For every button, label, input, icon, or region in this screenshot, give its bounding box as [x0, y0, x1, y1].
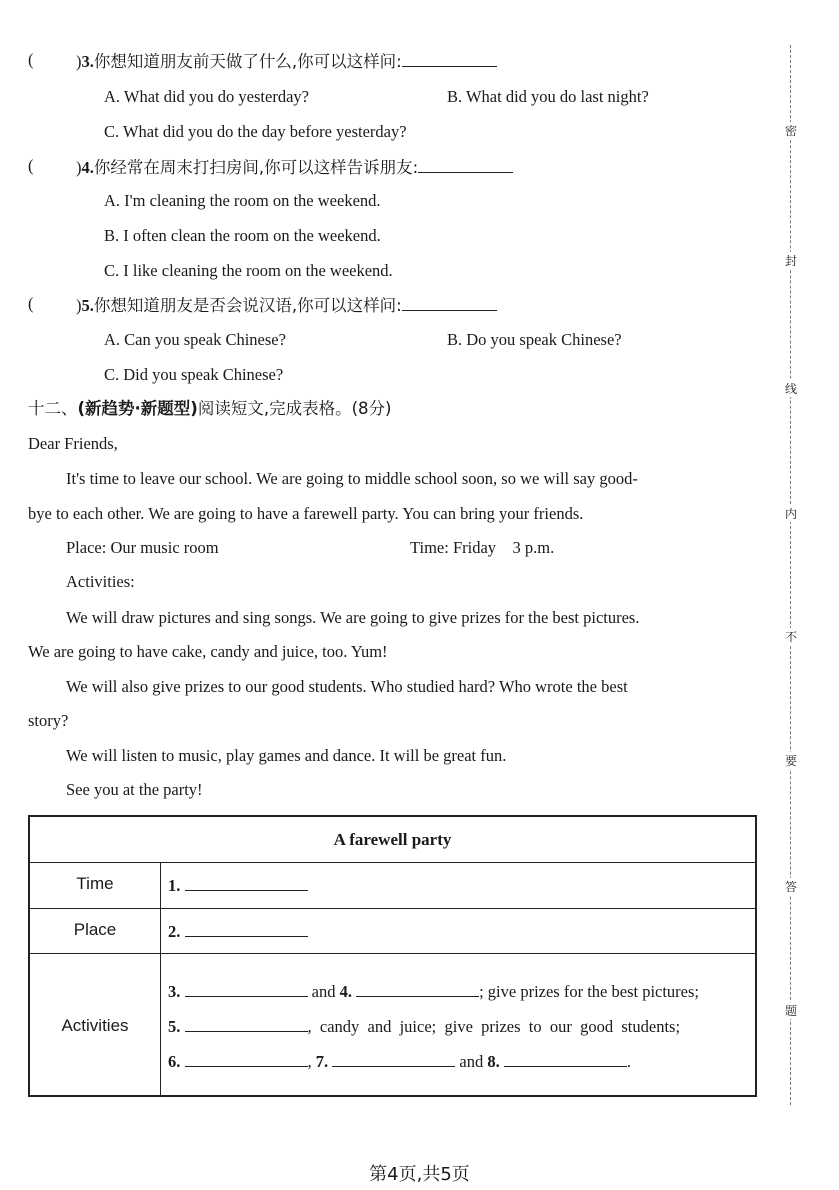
binding-line [790, 45, 793, 1105]
answer-blank-8[interactable] [504, 1050, 627, 1067]
letter-closing: See you at the party! [66, 780, 203, 799]
table-cell-activities-line-3: 6. , 7. and 8. . [168, 1052, 631, 1071]
answer-blank-1[interactable] [185, 874, 308, 891]
table-divider [30, 953, 755, 954]
binding-char: 不 [780, 628, 802, 645]
question-3-option-b: B. What did you do last night? [447, 87, 649, 106]
question-4-stem: )4.你经常在周末打扫房间,你可以这样告诉朋友: [76, 156, 513, 179]
table-cell-activities-line-1: 3. and 4. ; give prizes for the best pictures; [168, 982, 700, 1001]
answer-blank-2[interactable] [185, 920, 308, 937]
question-3-option-a: A. What did you do yesterday? [104, 87, 309, 106]
answer-blank-4[interactable] [356, 980, 479, 997]
binding-char: 答 [780, 878, 802, 895]
letter-greeting: Dear Friends, [28, 434, 118, 453]
table-title: A farewell party [333, 830, 452, 849]
question-5-option-a: A. Can you speak Chinese? [104, 330, 286, 349]
letter-paragraph-3-line-2: story? [28, 711, 69, 730]
question-4-option-c: C. I like cleaning the room on the weekend. [104, 261, 393, 280]
letter-paragraph-2-line-2: We are going to have cake, candy and juice, too. Yum! [28, 642, 388, 661]
answer-blank-5[interactable] [185, 1015, 308, 1032]
binding-char: 内 [780, 505, 802, 522]
table-label-activities: Activities [61, 1016, 129, 1035]
binding-char: 密 [780, 122, 802, 139]
question-5-option-b: B. Do you speak Chinese? [447, 330, 622, 349]
table-divider [30, 862, 755, 863]
binding-char: 线 [780, 380, 802, 397]
letter-time: Time: Friday 3 p.m. [410, 538, 555, 557]
binding-char: 要 [780, 752, 802, 769]
table-cell-time: 1. [168, 874, 308, 896]
page-number: 第4页,共5页 [369, 1164, 470, 1185]
letter-paragraph-1-line-2: bye to each other. We are going to have a farewell party. You can bring your friends. [28, 504, 584, 523]
table-cell-activities-line-2: 5. , candy and juice; give prizes to our good students; [168, 1017, 681, 1036]
table-divider [30, 908, 755, 909]
letter-activities-label: Activities: [66, 572, 135, 591]
binding-char: 封 [780, 252, 802, 269]
farewell-party-table [28, 815, 757, 1097]
table-label-time: Time [76, 874, 114, 893]
answer-paren-open[interactable]: ( [28, 294, 34, 313]
letter-place: Place: Our music room [66, 538, 219, 557]
answer-blank[interactable] [418, 156, 513, 173]
letter-paragraph-3-line-1: We will also give prizes to our good students. Who studied hard? Who wrote the best [66, 677, 628, 696]
question-3-option-c: C. What did you do the day before yesterday? [104, 122, 407, 141]
letter-paragraph-2-line-1: We will draw pictures and sing songs. We are going to give prizes for the best pictures. [66, 608, 640, 627]
table-label-place: Place [73, 920, 117, 939]
answer-blank-3[interactable] [185, 980, 308, 997]
answer-paren-open[interactable]: ( [28, 156, 34, 175]
letter-paragraph-1-line-1: It's time to leave our school. We are going to middle school soon, so we will say good- [66, 469, 638, 488]
letter-paragraph-4: We will listen to music, play games and dance. It will be great fun. [66, 746, 507, 765]
answer-blank[interactable] [402, 50, 497, 67]
binding-char: 题 [780, 1002, 802, 1019]
section-heading: 十二、(新趋势·新题型)阅读短文,完成表格。(8分) [28, 399, 392, 418]
question-3-stem: )3.你想知道朋友前天做了什么,你可以这样问: [76, 50, 497, 73]
question-4-option-a: A. I'm cleaning the room on the weekend. [104, 191, 381, 210]
table-cell-place: 2. [168, 920, 308, 942]
answer-paren-open[interactable]: ( [28, 50, 34, 69]
question-5-option-c: C. Did you speak Chinese? [104, 365, 284, 384]
answer-blank[interactable] [402, 294, 497, 311]
answer-blank-6[interactable] [185, 1050, 308, 1067]
question-4-option-b: B. I often clean the room on the weekend. [104, 226, 381, 245]
answer-blank-7[interactable] [332, 1050, 455, 1067]
table-column-divider [160, 862, 161, 1095]
question-5-stem: )5.你想知道朋友是否会说汉语,你可以这样问: [76, 294, 497, 317]
